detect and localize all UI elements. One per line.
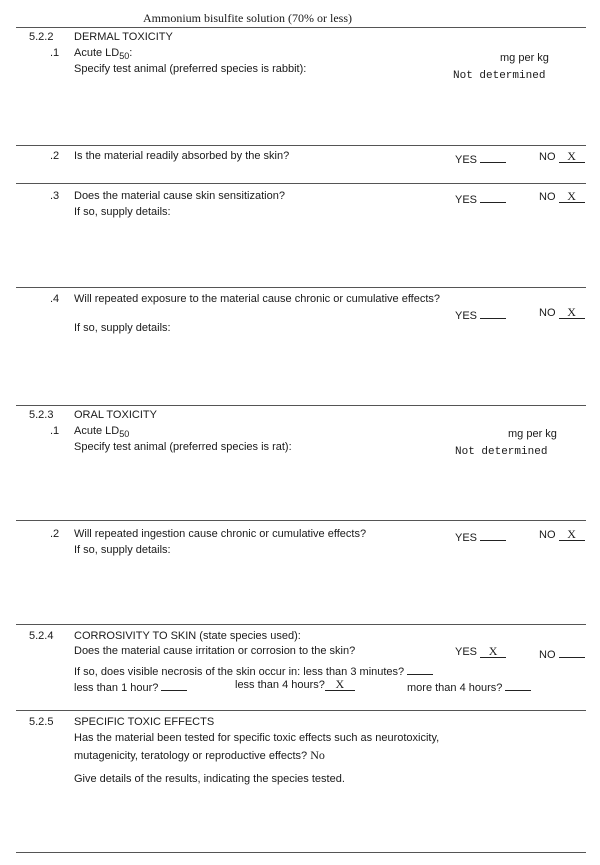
no-blank[interactable]: X bbox=[559, 306, 585, 319]
question-number: .4 bbox=[50, 293, 60, 305]
document-title: Ammonium bisulfite solution (70% or less) bbox=[143, 11, 352, 25]
section-divider bbox=[16, 710, 586, 711]
section-number: 5.2.4 bbox=[29, 630, 54, 642]
section-heading: ORAL TOXICITY bbox=[74, 409, 157, 421]
lt4h-blank[interactable]: X bbox=[325, 678, 355, 691]
question-text: Does the material cause skin sensitization? bbox=[74, 190, 285, 202]
no-blank[interactable]: X bbox=[559, 528, 585, 541]
yes-blank[interactable] bbox=[480, 150, 506, 163]
no-blank[interactable] bbox=[559, 645, 585, 658]
yes-blank[interactable]: X bbox=[480, 645, 506, 658]
section-heading: DERMAL TOXICITY bbox=[74, 31, 173, 43]
no-blank[interactable]: X bbox=[559, 150, 585, 163]
acute-ld50-label: Acute $LD_{50}$ bbox=[74, 425, 130, 439]
details-prompt: If so, supply details: bbox=[74, 322, 171, 334]
no-blank[interactable]: X bbox=[559, 190, 585, 203]
question-number: .2 bbox=[50, 528, 60, 540]
question-number: .3 bbox=[50, 190, 60, 202]
question-text: Is the material readily absorbed by the skin? bbox=[74, 150, 290, 162]
yes-blank[interactable] bbox=[480, 190, 506, 203]
question-text: Has the material been tested for specific toxic effects such as neurotoxicity, bbox=[74, 732, 440, 744]
section-divider bbox=[16, 520, 586, 521]
typed-answer: Not determined bbox=[453, 70, 546, 82]
details-prompt: Give details of the results, indicating the species tested. bbox=[74, 773, 345, 785]
yes-option[interactable]: YES bbox=[455, 306, 506, 322]
gt4h-blank[interactable] bbox=[505, 678, 531, 691]
question-number: .1 bbox=[50, 47, 60, 59]
section-divider bbox=[16, 287, 586, 288]
details-prompt: If so, supply details: bbox=[74, 206, 171, 218]
question-text: Will repeated ingestion cause chronic or cumulative effects? bbox=[74, 528, 367, 540]
unit-label: mg per kg bbox=[508, 428, 557, 440]
gt4h-option[interactable]: more than 4 hours? bbox=[407, 678, 531, 694]
yes-option[interactable]: YES X bbox=[455, 645, 506, 658]
no-option[interactable]: NO X bbox=[539, 528, 585, 541]
lt3min-blank[interactable] bbox=[407, 662, 433, 675]
unit-label: mg per kg bbox=[500, 52, 549, 64]
question-text: mutagenicity, teratology or reproductive effects? No bbox=[74, 748, 325, 762]
section-divider bbox=[16, 405, 586, 406]
species-prompt: Specify test animal (preferred species is rat): bbox=[74, 441, 292, 453]
section-heading: CORROSIVITY TO SKIN (state species used): bbox=[74, 630, 301, 642]
species-prompt: Specify test animal (preferred species is rabbit): bbox=[74, 63, 307, 75]
acute-ld50-label: Acute $LD_{50}$: bbox=[74, 47, 133, 61]
question-text: Does the material cause irritation or corrosion to the skin? bbox=[74, 645, 356, 657]
yes-blank[interactable] bbox=[480, 528, 506, 541]
no-option[interactable]: NO X bbox=[539, 190, 585, 203]
details-prompt: If so, supply details: bbox=[74, 544, 171, 556]
necrosis-prompt: If so, does visible necrosis of the skin occur in: less than 3 minutes? bbox=[74, 662, 433, 678]
typed-answer: Not determined bbox=[455, 446, 548, 458]
yes-blank[interactable] bbox=[480, 306, 506, 319]
no-option[interactable]: NO bbox=[539, 645, 585, 661]
lt1h-option[interactable]: less than 1 hour? bbox=[74, 678, 187, 694]
question-number: .1 bbox=[50, 425, 60, 437]
section-divider bbox=[16, 183, 586, 184]
no-option[interactable]: NO X bbox=[539, 306, 585, 319]
typed-answer: No bbox=[310, 748, 325, 762]
section-divider bbox=[16, 624, 586, 625]
no-option[interactable]: NO X bbox=[539, 150, 585, 163]
section-number: 5.2.5 bbox=[29, 716, 54, 728]
question-text: Will repeated exposure to the material cause chronic or cumulative effects? bbox=[74, 293, 441, 305]
lt4h-option[interactable]: less than 4 hours? X bbox=[235, 678, 355, 691]
yes-option[interactable]: YES bbox=[455, 190, 506, 206]
yes-option[interactable]: YES bbox=[455, 528, 506, 544]
section-divider bbox=[16, 852, 586, 853]
section-divider bbox=[16, 27, 586, 28]
yes-option[interactable]: YES bbox=[455, 150, 506, 166]
question-number: .2 bbox=[50, 150, 60, 162]
section-number: 5.2.2 bbox=[29, 31, 54, 43]
section-number: 5.2.3 bbox=[29, 409, 54, 421]
section-heading: SPECIFIC TOXIC EFFECTS bbox=[74, 716, 215, 728]
section-divider bbox=[16, 145, 586, 146]
lt1h-blank[interactable] bbox=[161, 678, 187, 691]
